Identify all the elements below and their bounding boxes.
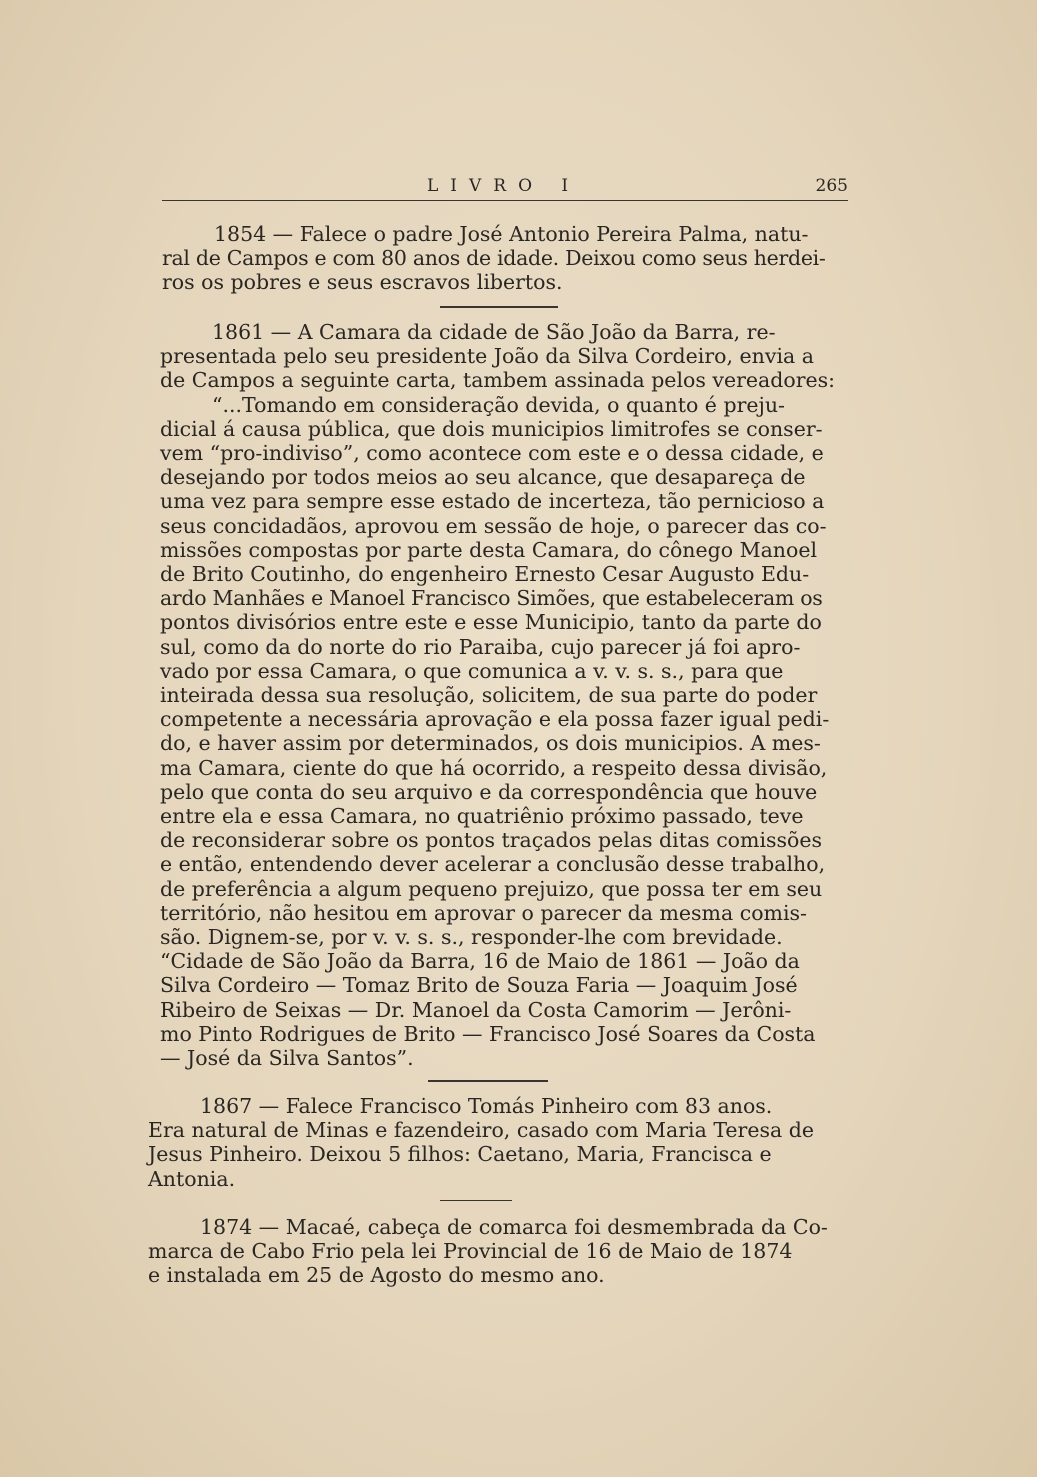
page-number: 265 [815,176,848,196]
text-line: presentada pelo seu presidente João da Silva Cordeiro, envia a [160,344,814,369]
text-line: missões compostas por parte desta Camara, do cônego Manoel [160,537,818,562]
text-line: de Brito Coutinho, do engenheiro Ernesto Cesar Augusto Edu- [160,562,810,587]
entry-1867 [148,1094,834,1191]
text-line: 1867 — Falece Francisco Tomás Pinheiro com 83 anos. [200,1094,773,1118]
text-line: de Campos a seguinte carta, tambem assinada pelos vereadores: [160,368,836,393]
text-line: e instalada em 25 de Agosto do mesmo ano. [148,1263,605,1288]
text-line: 1861 — A Camara da cidade de São João da Barra, re- [212,320,776,344]
text-line: 1854 — Falece o padre José Antonio Pereira Palma, natu- [214,222,809,246]
header-rule [162,200,848,201]
text-line: sul, como da do norte do rio Paraiba, cujo parecer já foi apro- [160,634,801,659]
text-line: ros os pobres e seus escravos libertos. [162,270,563,295]
text-line: vado por essa Camara, o que comunica a v. v. s. s., para que [160,658,784,683]
section-separator [440,1200,512,1201]
text-line: são. Dignem-se, por v. v. s. s., responder-lhe com brevidade. [160,925,783,950]
text-line: e então, entendendo dever acelerar a conclusão desse trabalho, [160,852,826,877]
text-line: “...Tomando em consideração devida, o quanto é preju- [212,392,785,417]
text-line: “Cidade de São João da Barra, 16 de Maio de 1861 — João da [160,949,800,974]
text-line: de reconsiderar sobre os pontos traçados pelas ditas comissões [160,828,823,853]
text-line: dicial á causa pública, que dois municipios limitrofes se conser- [160,416,823,441]
text-line: 1874 — Macaé, cabeça de comarca foi desmembrada da Co- [200,1215,828,1239]
text-line: Antonia. [148,1166,236,1191]
entry-1861 [160,320,840,1070]
text-line: Silva Cordeiro — Tomaz Brito de Souza Faria — Joaquim José [160,973,798,998]
text-line: competente a necessária aprovação e ela possa fazer igual pedi- [160,707,830,732]
text-line: entre ela e essa Camara, no quatriênio próximo passado, teve [160,804,804,829]
text-line: Ribeiro de Seixas — Dr. Manoel da Costa Camorim — Jerôni- [160,997,792,1022]
text-line: seus concidadãos, aprovou em sessão de hoje, o parecer das co- [160,513,827,538]
entry-1874 [148,1215,838,1288]
text-line: pontos divisórios entre este e esse Municipio, tanto da parte do [160,610,822,635]
text-line: inteirada dessa sua resolução, solicitem, de sua parte do poder [160,683,818,708]
text-line: uma vez para sempre esse estado de incerteza, tão pernicioso a [160,489,825,514]
text-line: ral de Campos e com 80 anos de idade. Deixou como seus herdei- [162,246,826,271]
text-line: Era natural de Minas e fazendeiro, casado com Maria Teresa de [148,1118,814,1143]
text-line: marca de Cabo Frio pela lei Provincial de 16 de Maio de 1874 [148,1239,793,1264]
section-separator [428,1080,548,1082]
running-header [162,170,848,200]
text-line: desejando por todos meios ao seu alcance, que desapareça de [160,465,806,490]
text-line: ma Camara, ciente do que há ocorrido, a respeito dessa divisão, [160,755,828,780]
text-line: mo Pinto Rodrigues de Brito — Francisco José Soares da Costa [160,1021,816,1046]
section-separator [440,306,558,308]
text-line: Jesus Pinheiro. Deixou 5 filhos: Caetano, Maria, Francisca e [148,1142,772,1167]
text-line: de preferência a algum pequeno prejuizo, que possa ter em seu [160,876,823,901]
entry-1854 [162,222,838,295]
text-line: do, e haver assim por determinados, os dois municipios. A mes- [160,731,821,756]
text-line: território, não hesitou em aprovar o parecer da mesma comis- [160,900,807,925]
running-title: LIVRO I [427,176,581,196]
text-line: pelo que conta do seu arquivo e da correspondência que houve [160,779,818,804]
text-line: ardo Manhães e Manoel Francisco Simões, que estabeleceram os [160,586,823,611]
text-line: — José da Silva Santos”. [160,1046,414,1071]
text-line: vem “pro-indiviso”, como acontece com este e o dessa cidade, e [160,441,824,466]
